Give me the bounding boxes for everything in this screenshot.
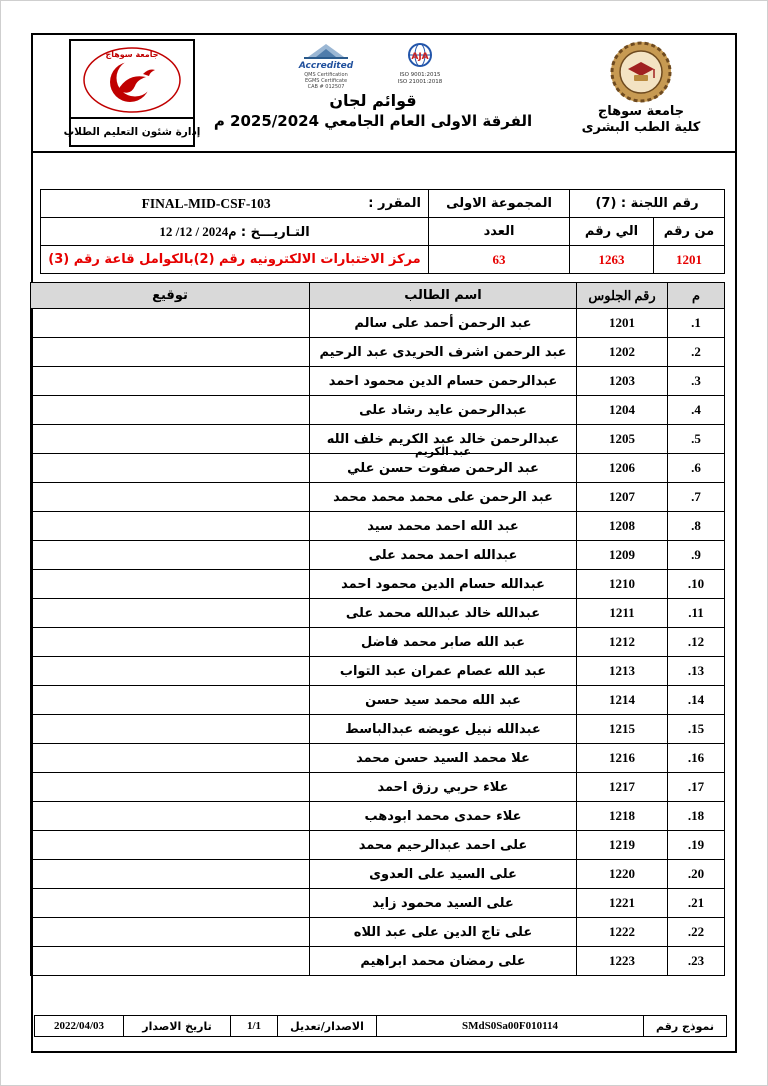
student-name: على رمضان محمد ابراهيم [310, 947, 577, 976]
student-row [31, 744, 725, 773]
row-index: .14 [668, 686, 725, 715]
row-index: .22 [668, 918, 725, 947]
student-name: عبد الرحمن أحمد على سالم [310, 309, 577, 338]
info-row-2 [41, 218, 725, 246]
header-center [195, 37, 551, 149]
student-row [31, 773, 725, 802]
signature-cell [31, 570, 310, 599]
emblem-arc-text: جامعة سوهاج [105, 50, 159, 59]
row-index: .16 [668, 744, 725, 773]
row-index: .8 [668, 512, 725, 541]
date-label: التـاريـــخ : [240, 224, 310, 240]
exam-location-cell: مركز الاختبارات الالكترونيه رقم (2)بالكوامل قاعة رقم (3) [41, 246, 429, 274]
signature-cell [31, 889, 310, 918]
row-index: .20 [668, 860, 725, 889]
date-cell [41, 218, 429, 246]
committee-info-table [40, 189, 725, 274]
student-row [31, 570, 725, 599]
signature-cell [31, 454, 310, 483]
student-row [31, 396, 725, 425]
signature-cell [31, 773, 310, 802]
student-name: علاء حمدى محمد ابودهب [310, 802, 577, 831]
signature-cell [31, 599, 310, 628]
signature-cell [31, 628, 310, 657]
row-index: .11 [668, 599, 725, 628]
student-name: عبدالله احمد محمد على [310, 541, 577, 570]
aja-line1: ISO 9001:2015 [399, 72, 441, 78]
student-row [31, 715, 725, 744]
seat-number: 1205 [577, 425, 668, 454]
row-index: .6 [668, 454, 725, 483]
seat-number: 1209 [577, 541, 668, 570]
row-index: .19 [668, 831, 725, 860]
student-row [31, 831, 725, 860]
student-name: عبد الرحمن اشرف الحريدى عبد الرحيم [310, 338, 577, 367]
document-subtitle: الفرقة الاولى العام الجامعي 2025/2024 م [213, 112, 533, 130]
student-row [31, 947, 725, 976]
aja-iso-logo-icon [380, 40, 460, 90]
seat-number: 1215 [577, 715, 668, 744]
seat-number: 1206 [577, 454, 668, 483]
student-name: عبد الرحمن على محمد محمد محمد [310, 483, 577, 512]
count-value-cell: 63 [429, 246, 570, 274]
student-table-header-row [31, 283, 725, 309]
signature-cell [31, 309, 310, 338]
student-name: عبد الله احمد محمد سيد [310, 512, 577, 541]
course-code: FINAL-MID-CSF-103 [141, 195, 271, 211]
issue-date-label: تاريخ الاصدار [124, 1016, 231, 1037]
seat-number: 1202 [577, 338, 668, 367]
to-value-cell: 1263 [570, 246, 654, 274]
row-index: .9 [668, 541, 725, 570]
student-row [31, 657, 725, 686]
signature-cell [31, 715, 310, 744]
seat-number: 1219 [577, 831, 668, 860]
committee-number-cell: رقم اللجنة : (7) [570, 190, 725, 218]
seat-number: 1201 [577, 309, 668, 338]
eoac-line3: CAB # 012507 [307, 84, 345, 90]
seat-number: 1222 [577, 918, 668, 947]
row-index: .15 [668, 715, 725, 744]
signature-cell [31, 541, 310, 570]
student-name: عبد الله عصام عمران عبد التواب [310, 657, 577, 686]
student-name: عبدالرحمن حسام الدين محمود احمد [310, 367, 577, 396]
student-name: عبدالرحمن عايد رشاد على [310, 396, 577, 425]
eoac-accredited-text: Accredited [298, 61, 354, 71]
seat-number: 1218 [577, 802, 668, 831]
faculty-seal-logo-icon [609, 40, 673, 104]
seat-number: 1213 [577, 657, 668, 686]
aja-name-text: AJA [411, 52, 429, 62]
signature-cell [31, 657, 310, 686]
student-row [31, 860, 725, 889]
version-label: الاصدار/تعديل [278, 1016, 377, 1037]
student-row [31, 483, 725, 512]
seat-number: 1217 [577, 773, 668, 802]
seat-number: 1204 [577, 396, 668, 425]
row-index: .13 [668, 657, 725, 686]
row-index: .2 [668, 338, 725, 367]
seat-number: 1214 [577, 686, 668, 715]
student-row [31, 338, 725, 367]
eoac-line2: EGMS Certificate [304, 78, 348, 84]
from-value-cell: 1201 [654, 246, 725, 274]
seat-number: 1221 [577, 889, 668, 918]
signature-cell [31, 744, 310, 773]
student-name: على احمد عبدالرحيم محمد [310, 831, 577, 860]
student-name: عبد الله صابر محمد فاضل [310, 628, 577, 657]
seat-number: 1211 [577, 599, 668, 628]
admin-unit-box [63, 39, 201, 147]
page-frame [31, 33, 737, 1053]
to-label-cell: الي رقم [570, 218, 654, 246]
student-name: عبد الله محمد سيد حسن [310, 686, 577, 715]
signature-cell [31, 483, 310, 512]
signature-cell [31, 686, 310, 715]
from-label-cell: من رقم [654, 218, 725, 246]
student-name: علاء حربي رزق احمد [310, 773, 577, 802]
signature-cell [31, 367, 310, 396]
student-row [31, 309, 725, 338]
row-index: .3 [668, 367, 725, 396]
student-row [31, 512, 725, 541]
row-index: .4 [668, 396, 725, 425]
row-index: .12 [668, 628, 725, 657]
header-right [551, 37, 731, 149]
info-row-1 [41, 190, 725, 218]
row-index: .23 [668, 947, 725, 976]
row-index: .21 [668, 889, 725, 918]
signature-cell [31, 512, 310, 541]
seat-number: 1216 [577, 744, 668, 773]
version-value: 1/1 [231, 1016, 278, 1037]
seat-number: 1223 [577, 947, 668, 976]
signature-cell [31, 860, 310, 889]
admin-unit-label: إدارة شئون التعليم الطلاب [63, 126, 201, 138]
student-row [31, 367, 725, 396]
col-header-index: م [668, 283, 725, 309]
student-row [31, 889, 725, 918]
signature-cell [31, 947, 310, 976]
sohag-crescent-emblem-icon [80, 44, 184, 114]
student-name-overlap: عبد الكريم [414, 445, 472, 458]
student-row [31, 802, 725, 831]
student-name: عبدالله خالد عبدالله محمد على [310, 599, 577, 628]
signature-cell [31, 831, 310, 860]
university-emblem-logo [71, 41, 193, 119]
seat-number: 1207 [577, 483, 668, 512]
student-table-body [31, 309, 725, 976]
document-title: قوائم لجان [329, 91, 417, 110]
seat-number: 1212 [577, 628, 668, 657]
row-index: .18 [668, 802, 725, 831]
seat-number: 1203 [577, 367, 668, 396]
student-row [31, 686, 725, 715]
student-name: عبد الرحمن صفوت حسن علي عبد الكريم [310, 454, 577, 483]
student-row [31, 918, 725, 947]
seat-number: 1210 [577, 570, 668, 599]
student-name: علا محمد السيد حسن محمد [310, 744, 577, 773]
student-row [31, 454, 725, 483]
row-index: .1 [668, 309, 725, 338]
col-header-seat: رقم الجلوس [577, 283, 668, 309]
row-index: .17 [668, 773, 725, 802]
signature-cell [31, 918, 310, 947]
signature-cell [31, 396, 310, 425]
form-number-value: SMdS0Sa00F010114 [377, 1016, 644, 1037]
col-header-signature: توقيع [31, 283, 310, 309]
student-table [30, 282, 725, 976]
eoac-line1: QMS Certification [304, 72, 348, 78]
certification-logos [286, 40, 460, 90]
col-header-name: اسم الطالب [310, 283, 577, 309]
student-name: على السيد محمود زايد [310, 889, 577, 918]
signature-cell [31, 338, 310, 367]
aja-line2: ISO 21001:2018 [397, 79, 443, 85]
page-header [33, 35, 735, 153]
student-name: عبدالرحمن خالد عبد الكريم خلف الله [310, 425, 577, 454]
info-row-3 [41, 246, 725, 274]
course-label: المقرر : [368, 196, 421, 211]
student-row [31, 541, 725, 570]
student-name: عبدالله نبيل عويضه عبدالباسط [310, 715, 577, 744]
signature-cell [31, 425, 310, 454]
row-index: .5 [668, 425, 725, 454]
student-row [31, 628, 725, 657]
row-index: .7 [668, 483, 725, 512]
student-name: على السيد على العدوى [310, 860, 577, 889]
course-cell [41, 190, 429, 218]
seat-number: 1208 [577, 512, 668, 541]
signature-cell [31, 802, 310, 831]
row-index: .10 [668, 570, 725, 599]
university-name: جامعة سوهاج [597, 104, 685, 119]
date-value: 12 /12 / 2024م [159, 223, 237, 239]
student-name: على تاج الدين على عبد اللاه [310, 918, 577, 947]
eoac-accreditation-logo-icon [286, 40, 366, 90]
form-number-label: نموذج رقم [644, 1016, 727, 1037]
faculty-name: كلية الطب البشرى [581, 120, 701, 136]
issue-date-value: 2022/04/03 [35, 1016, 124, 1037]
form-footer-table [34, 1015, 727, 1037]
group-cell: المجموعة الاولى [429, 190, 570, 218]
student-name: عبدالله حسام الدين محمود احمد [310, 570, 577, 599]
count-label-cell: العدد [429, 218, 570, 246]
student-row [31, 599, 725, 628]
footer-row [35, 1016, 727, 1037]
seat-number: 1220 [577, 860, 668, 889]
